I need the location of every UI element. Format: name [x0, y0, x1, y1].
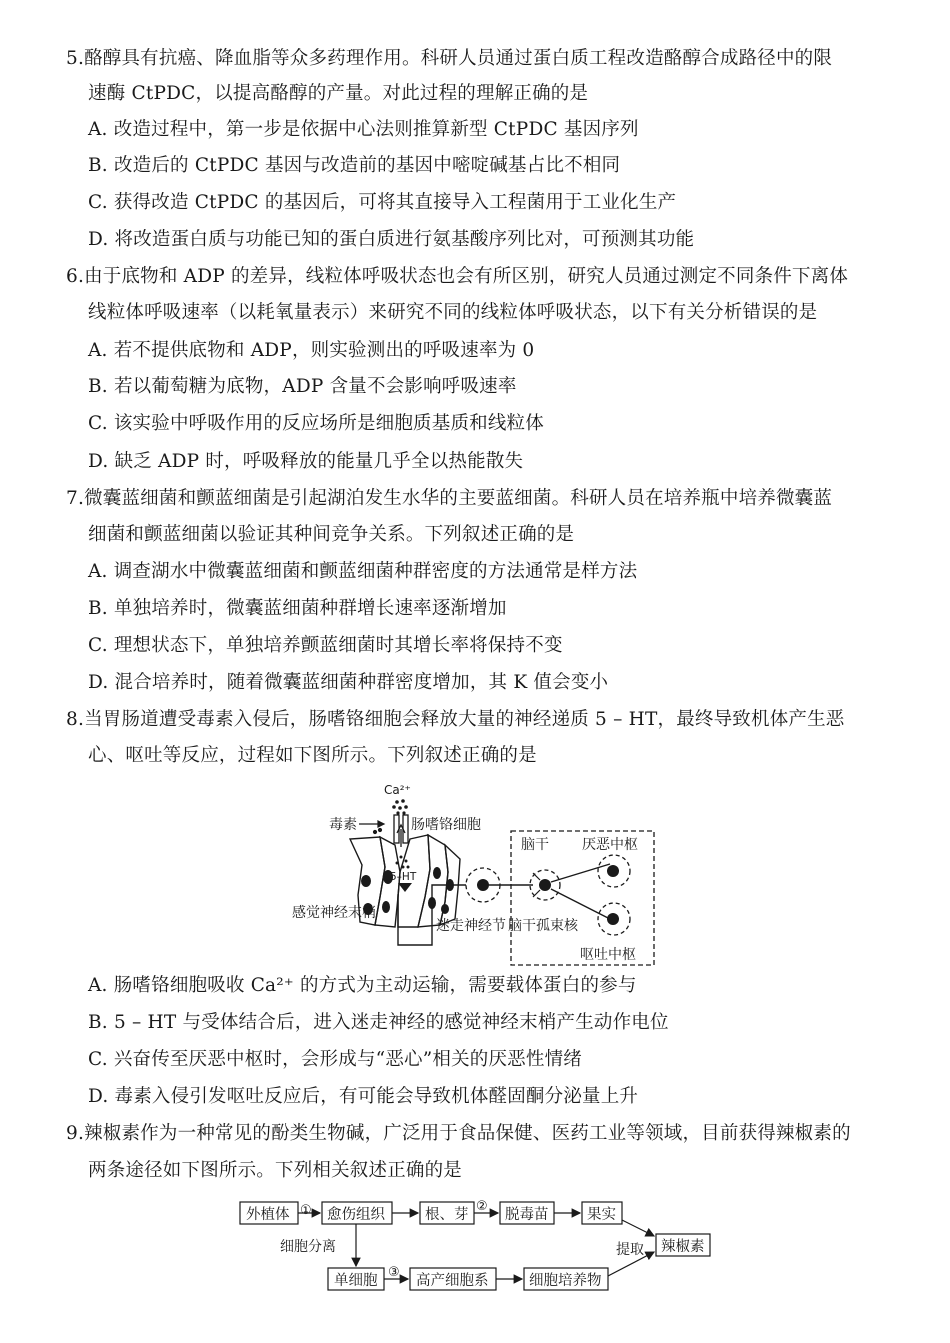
- svg-text:根、芽: 根、芽: [425, 1207, 469, 1223]
- question-number: 8.: [66, 709, 85, 730]
- disgust-center: [598, 855, 630, 887]
- svg-text:愈伤组织: 愈伤组织: [327, 1207, 385, 1223]
- cell-separation-label: 细胞分离: [280, 1239, 336, 1255]
- svg-text:单细胞: 单细胞: [334, 1273, 378, 1289]
- vagus-ganglion: [466, 868, 533, 902]
- question-9-stem-line-2: 两条途径如下图所示。下列相关叙述正确的是: [88, 1160, 463, 1181]
- question-6-option-a: A. 若不提供底物和 ADP，则实验测出的呼吸速率为 0: [88, 340, 535, 361]
- sensory-ending-label: 感觉神经末梢: [292, 905, 376, 921]
- question-7-option-a: A. 调查湖水中微囊蓝细菌和颤蓝细菌种群密度的方法通常是样方法: [88, 561, 638, 582]
- question-5-option-b: B. 改造后的 CtPDC 基因与改造前的基因中嘧啶碱基占比不相同: [88, 155, 621, 176]
- question-8-option-b: B. 5 – HT 与受体结合后，进入迷走神经的感觉神经末梢产生动作电位: [88, 1012, 669, 1033]
- box-capsaicin: [656, 1234, 710, 1256]
- question-number: 6.: [66, 266, 85, 287]
- receptor-triangle: [398, 883, 412, 892]
- toxin-label: 毒素: [329, 817, 357, 833]
- vomiting-center: [598, 903, 630, 935]
- svg-text:外植体: 外植体: [246, 1207, 290, 1223]
- svg-text:脱毒苗: 脱毒苗: [505, 1207, 549, 1223]
- disgust-center-label: 厌恶中枢: [582, 837, 638, 853]
- vomiting-center-label: 呕吐中枢: [580, 947, 636, 963]
- question-5-stem-line-2: 速酶 CtPDC，以提高酪醇的产量。对此过程的理解正确的是: [88, 83, 589, 104]
- question-8-option-d: D. 毒素入侵引发呕吐反应后，有可能会导致机体醛固酮分泌量上升: [88, 1086, 639, 1107]
- question-7-option-d: D. 混合培养时，随着微囊蓝细菌种群密度增加，其 K 值会变小: [88, 672, 609, 693]
- box-fruit: [582, 1202, 622, 1224]
- nucleus-tractus-solitarius: [530, 864, 610, 919]
- question-7-stem-line-1: 7.微囊蓝细菌和颤蓝细菌是引起湖泊发生水华的主要蓝细菌。科研人员在培养瓶中培养微囊蓝: [66, 488, 833, 509]
- question-8-option-a: A. 肠嗜铬细胞吸收 Ca²⁺ 的方式为主动运输，需要载体蛋白的参与: [88, 975, 637, 996]
- ec-cell-label: 肠嗜铬细胞: [411, 817, 481, 833]
- question-7-option-b: B. 单独培养时，微囊蓝细菌种群增长速率逐渐增加: [88, 598, 507, 619]
- step-1-label: ①: [300, 1203, 312, 1218]
- svg-text:高产细胞系: 高产细胞系: [416, 1273, 489, 1289]
- extract-label: 提取: [616, 1242, 644, 1258]
- question-7-option-c: C. 理想状态下，单独培养颤蓝细菌时其增长率将保持不变: [88, 635, 563, 656]
- question-6-option-c: C. 该实验中呼吸作用的反应场所是细胞质基质和线粒体: [88, 413, 544, 434]
- toxin-arrow: [359, 821, 384, 834]
- figure-9-flowchart: [236, 1196, 716, 1296]
- question-6-option-d: D. 缺乏 ADP 时，呼吸释放的能量几乎全以热能散失: [88, 451, 524, 472]
- serotonin-label: 5–HT: [390, 871, 417, 883]
- step-2-label: ②: [476, 1199, 488, 1214]
- figure-8-diagram: [280, 777, 680, 969]
- question-6-stem-line-2: 线粒体呼吸速率（以耗氧量表示）来研究不同的线粒体呼吸状态，以下有关分析错误的是: [88, 302, 818, 323]
- question-number: 7.: [66, 488, 85, 509]
- question-8-stem-line-1: 8.当胃肠道遭受毒素入侵后，肠嗜铬细胞会释放大量的神经递质 5 – HT，最终导致机体产生恶: [66, 709, 845, 730]
- question-5-option-a: A. 改造过程中，第一步是依据中心法则推算新型 CtPDC 基因序列: [88, 119, 639, 140]
- question-number: 5.: [66, 48, 85, 69]
- svg-text:细胞培养物: 细胞培养物: [529, 1273, 602, 1289]
- box-single-cell: [328, 1268, 384, 1290]
- question-5-option-d: D. 将改造蛋白质与功能已知的蛋白质进行氨基酸序列比对，可预测其功能: [88, 229, 695, 250]
- question-number: 9.: [66, 1123, 85, 1144]
- ca-ion-label: Ca²⁺: [384, 783, 411, 797]
- box-virus-free-seedling: [500, 1202, 554, 1224]
- nts-label: 脑干孤束核: [508, 918, 578, 934]
- brainstem-label: 脑干: [521, 837, 549, 853]
- question-5-option-c: C. 获得改造 CtPDC 的基因后，可将其直接导入工程菌用于工业化生产: [88, 192, 677, 213]
- svg-text:辣椒素: 辣椒素: [661, 1239, 705, 1255]
- box-cell-culture: [524, 1268, 608, 1290]
- vagus-ganglion-label: 迷走神经节: [436, 918, 506, 934]
- question-6-option-b: B. 若以葡萄糖为底物，ADP 含量不会影响呼吸速率: [88, 376, 517, 397]
- arrow-fruit-capsaicin: [622, 1220, 654, 1236]
- box-root-bud: [420, 1202, 474, 1224]
- question-7-stem-line-2: 细菌和颤蓝细菌以验证其种间竞争关系。下列叙述正确的是: [88, 524, 575, 545]
- svg-text:果实: 果实: [587, 1207, 616, 1223]
- box-callus: [322, 1202, 392, 1224]
- box-high-yield-cell-line: [410, 1268, 496, 1290]
- step-3-label: ③: [388, 1265, 400, 1280]
- calcium-channel: [394, 815, 408, 847]
- box-explant: [240, 1202, 298, 1224]
- question-9-stem-line-1: 9.辣椒素作为一种常见的酚类生物碱，广泛用于食品保健、医药工业等领域，目前获得辣椒素的: [66, 1123, 851, 1144]
- question-6-stem-line-1: 6.由于底物和 ADP 的差异，线粒体呼吸状态也会有所区别，研究人员通过测定不同条件下离体: [66, 266, 849, 287]
- question-8-stem-line-2: 心、呕吐等反应，过程如下图所示。下列叙述正确的是: [88, 745, 537, 766]
- question-8-option-c: C. 兴奋传至厌恶中枢时，会形成与“恶心”相关的厌恶性情绪: [88, 1049, 582, 1070]
- question-5-stem-line-1: 5.酪醇具有抗癌、降血脂等众多药理作用。科研人员通过蛋白质工程改造酪醇合成路径中的限: [66, 48, 833, 69]
